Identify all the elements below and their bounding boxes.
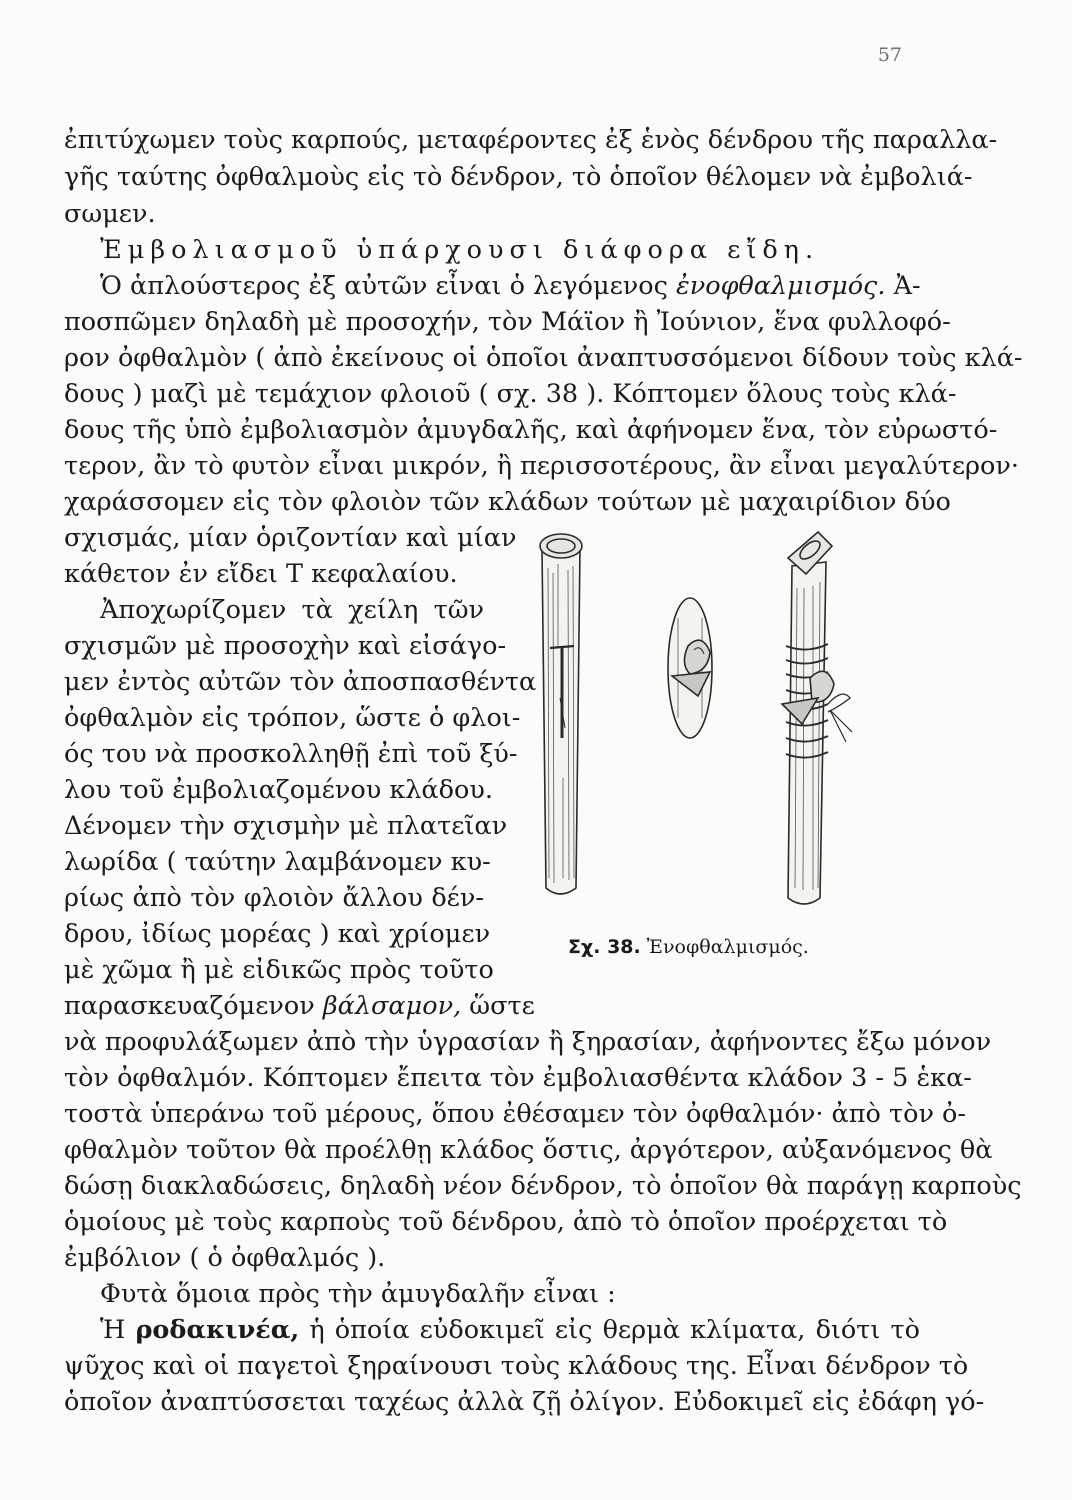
text-line: λωρίδα ( ταύτην λαμβάνομεν κυ- bbox=[64, 847, 491, 877]
stem-with-t-cut bbox=[540, 534, 582, 894]
text-line: μεν ἐντὸς αὐτῶν τὸν ἀποσπασθέντα bbox=[64, 667, 537, 697]
text-line: τοστὰ ὑπεράνω τοῦ μέρους, ὅπου ἐθέσαμεν τὸν ὀφθαλμόν· ἀπὸ τὸν ὀ- bbox=[64, 1099, 967, 1129]
text-line: δους ) μαζὶ μὲ τεμάχιον φλοιοῦ ( σχ. 38 ). Κόπτομεν ὅλους τοὺς κλά- bbox=[64, 379, 957, 409]
text-line: δώσῃ διακλαδώσεις, δηλαδὴ νέον δένδρον, τὸ ὁποῖον θὰ παράγῃ καρποὺς bbox=[64, 1171, 1022, 1201]
text-line: ψῦχος καὶ οἱ παγετοὶ ξηραίνουσι τοὺς κλάδους της. Εἶναι δένδρον τὸ bbox=[64, 1351, 969, 1381]
page-number: 57 bbox=[877, 44, 902, 66]
text-line: λου τοῦ ἐμβολιαζομένου κλάδου. bbox=[64, 775, 493, 805]
text-line: Ὁ ἁπλούστερος ἐξ αὐτῶν εἶναι ὁ λεγόμενος ἐνοφθαλμισμός. Ἀ- bbox=[100, 271, 921, 301]
text-line: γῆς ταύτης ὀφθαλμοὺς εἰς τὸ δένδρον, τὸ ὁποῖον θέλομεν νὰ ἐμβολιά- bbox=[64, 162, 973, 192]
budding-engraving bbox=[520, 528, 920, 918]
text-line: κάθετον ἐν εἴδει Τ κεφαλαίου. bbox=[64, 559, 458, 589]
text-line: Δένομεν τὴν σχισμὴν μὲ πλατεῖαν bbox=[64, 811, 508, 841]
figure-38-budding-illustration bbox=[520, 528, 920, 918]
text-line: ὁμοίους μὲ τοὺς καρποὺς τοῦ δένδρου, ἀπὸ τὸ ὁποῖον προέρχεται τὸ bbox=[64, 1207, 948, 1237]
text-line: Φυτὰ ὅμοια πρὸς τὴν ἀμυγδαλῆν εἶναι : bbox=[100, 1279, 616, 1309]
term-valsamon: βάλσαμον, bbox=[322, 991, 462, 1021]
text-line: δρου, ἰδίως μορέας ) καὶ χρίομεν bbox=[64, 919, 491, 949]
figure-caption-text: Ἐνοφθαλμισμός. bbox=[646, 936, 809, 958]
text-line: φθαλμὸν τοῦτον θὰ προέλθῃ κλάδος ὅστις, ἀργότερον, αὐξανόμενος θὰ bbox=[64, 1135, 993, 1165]
text-line: Ἀποχωρίζομεν τὰ χείλη τῶν bbox=[100, 595, 484, 625]
text-line: χαράσσομεν εἰς τὸν φλοιὸν τῶν κλάδων τούτων μὲ μαχαιρίδιον δύο bbox=[64, 487, 951, 517]
figure-caption bbox=[568, 936, 809, 958]
text-line: Ἐμβολιασμοῦ ὑπάρχουσι διάφορα εἴδη. bbox=[100, 235, 820, 265]
text-line: ρίως ἀπὸ τὸν φλοιὸν ἄλλου δέν- bbox=[64, 883, 484, 913]
text-line: Ἡ ροδακινέα, ἡ ὁποία εὐδοκιμεῖ εἰς θερμὰ κλίματα, διότι τὸ bbox=[100, 1315, 920, 1345]
detached-bud-shield bbox=[668, 598, 712, 738]
text-line: ἐμβόλιον ( ὁ ὀφθαλμός ). bbox=[64, 1243, 386, 1273]
text-line: σχισμάς, μίαν ὁριζοντίαν καὶ μίαν bbox=[64, 523, 517, 553]
text-line: ποσπῶμεν δηλαδὴ μὲ προσοχήν, τὸν Μάϊον ἢ Ἰούνιον, ἕνα φυλλοφό- bbox=[64, 307, 951, 337]
text-line: μὲ χῶμα ἢ μὲ εἰδικῶς πρὸς τοῦτο bbox=[64, 955, 494, 985]
text-line: σχισμῶν μὲ προσοχὴν καὶ εἰσάγο- bbox=[64, 631, 507, 661]
text-line: ὀφθαλμὸν εἰς τρόπον, ὥστε ὁ φλοι- bbox=[64, 703, 521, 733]
term-enofthalmismos: ἐνοφθαλμισμός. bbox=[676, 271, 886, 301]
text-line: ἐπιτύχωμεν τοὺς καρπούς, μεταφέροντες ἐξ ἑνὸς δένδρου τῆς παραλλα- bbox=[64, 125, 998, 155]
term-rodakinea: ροδακινέα, bbox=[135, 1315, 300, 1345]
text-line: τερον, ἂν τὸ φυτὸν εἶναι μικρόν, ἢ περισσοτέρους, ἂν εἶναι μεγαλύτερον· bbox=[64, 451, 1019, 481]
text-line: παρασκευαζόμενον βάλσαμον, ὥστε bbox=[64, 991, 535, 1021]
text-line: δους τῆς ὑπὸ ἐμβολιασμὸν ἀμυγδαλῆς, καὶ ἀφήνομεν ἕνα, τὸν εὐρωστό- bbox=[64, 415, 998, 445]
text-line: ρον ὀφθαλμὸν ( ἀπὸ ἐκείνους οἱ ὁποῖοι ἀναπτυσσόμενοι δίδουν τοὺς κλά- bbox=[64, 343, 1023, 373]
text-line: τὸν ὀφθαλμόν. Κόπτομεν ἔπειτα τὸν ἐμβολιασθέντα κλάδον 3 - 5 ἑκα- bbox=[64, 1063, 972, 1093]
text-line: ὁποῖον ἀναπτύσσεται ταχέως ἀλλὰ ζῇ ὀλίγον. Εὐδοκιμεῖ εἰς ἐδάφη γό- bbox=[64, 1387, 985, 1417]
budded-stem-tied bbox=[782, 532, 852, 904]
text-line: νὰ προφυλάξωμεν ἀπὸ τὴν ὑγρασίαν ἢ ξηρασίαν, ἀφήνοντες ἔξω μόνον bbox=[64, 1027, 992, 1057]
figure-number: Σχ. 38. bbox=[568, 936, 641, 958]
text-line: ός του νὰ προσκολληθῇ ἐπὶ τοῦ ξύ- bbox=[64, 739, 518, 769]
text-line: σωμεν. bbox=[64, 199, 156, 229]
